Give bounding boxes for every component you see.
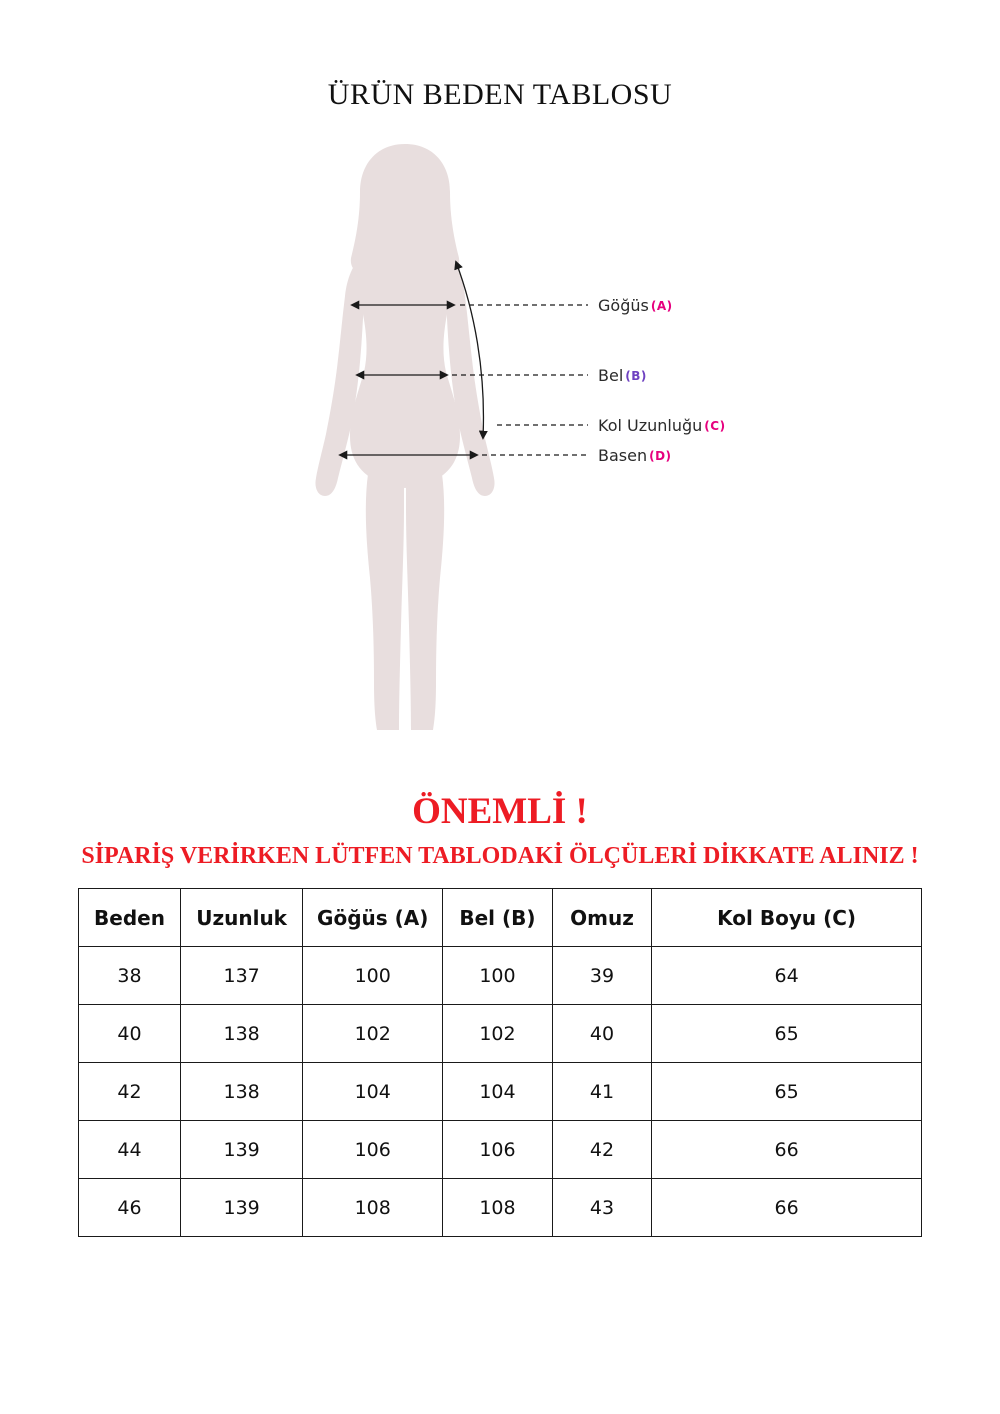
size-table-cell: 104 — [443, 1063, 553, 1121]
size-table-cell: 41 — [552, 1063, 651, 1121]
size-table-cell: 104 — [303, 1063, 443, 1121]
size-table-head-row — [79, 889, 922, 947]
size-table-cell: 40 — [79, 1005, 181, 1063]
size-table-cell: 65 — [652, 1005, 922, 1063]
size-table-cell: 42 — [79, 1063, 181, 1121]
body-silhouette — [315, 144, 494, 730]
measure-code-c: (C) — [704, 419, 726, 433]
size-table-cell: 38 — [79, 947, 181, 1005]
size-table-cell: 100 — [443, 947, 553, 1005]
size-table-cell: 42 — [552, 1121, 651, 1179]
measure-code-d: (D) — [649, 449, 672, 463]
measure-label-hip — [598, 446, 672, 465]
size-table — [78, 888, 922, 1237]
size-table-header-cell: Göğüs (A) — [303, 889, 443, 947]
important-heading: ÖNEMLİ ! — [412, 791, 588, 832]
size-table-cell: 44 — [79, 1121, 181, 1179]
size-table-header-cell: Kol Boyu (C) — [652, 889, 922, 947]
size-table-cell: 137 — [181, 947, 303, 1005]
size-table-cell: 40 — [552, 1005, 651, 1063]
size-table-cell: 138 — [181, 1063, 303, 1121]
size-table-cell: 66 — [652, 1121, 922, 1179]
measure-label-chest-text: Göğüs — [598, 296, 649, 315]
size-table-header-cell: Uzunluk — [181, 889, 303, 947]
measure-label-arm-length — [598, 416, 726, 435]
size-table-cell: 108 — [443, 1179, 553, 1237]
size-table-cell: 106 — [303, 1121, 443, 1179]
measure-label-chest — [598, 296, 673, 315]
size-table-header-cell: Bel (B) — [443, 889, 553, 947]
size-table-cell: 100 — [303, 947, 443, 1005]
measure-label-waist — [598, 366, 647, 385]
size-table-cell: 139 — [181, 1179, 303, 1237]
measure-label-hip-text: Basen — [598, 446, 648, 465]
size-table-cell: 106 — [443, 1121, 553, 1179]
size-table-cell: 39 — [552, 947, 651, 1005]
measure-code-b: (B) — [625, 369, 647, 383]
table-row — [79, 1121, 922, 1179]
size-table-cell: 108 — [303, 1179, 443, 1237]
table-row — [79, 1005, 922, 1063]
size-table-cell: 65 — [652, 1063, 922, 1121]
table-row — [79, 1063, 922, 1121]
size-table-cell: 138 — [181, 1005, 303, 1063]
measure-label-arm-length-text: Kol Uzunluğu — [598, 416, 703, 435]
page-title: ÜRÜN BEDEN TABLOSU — [327, 78, 673, 111]
size-table-cell: 64 — [652, 947, 922, 1005]
size-table-cell: 46 — [79, 1179, 181, 1237]
measure-code-a: (A) — [650, 299, 673, 313]
size-table-body — [79, 947, 922, 1237]
size-table-cell: 102 — [443, 1005, 553, 1063]
size-table-cell: 139 — [181, 1121, 303, 1179]
size-table-cell: 102 — [303, 1005, 443, 1063]
table-row — [79, 1179, 922, 1237]
size-table-header-cell: Omuz — [552, 889, 651, 947]
size-table-header-cell: Beden — [79, 889, 181, 947]
size-table-cell: 43 — [552, 1179, 651, 1237]
size-table-cell: 66 — [652, 1179, 922, 1237]
order-warning-text: SİPARİŞ VERİRKEN LÜTFEN TABLODAKİ ÖLÇÜLERİ DİKKATE ALINIZ ! — [81, 843, 919, 869]
table-row — [79, 947, 922, 1005]
measure-label-waist-text: Bel — [598, 366, 624, 385]
